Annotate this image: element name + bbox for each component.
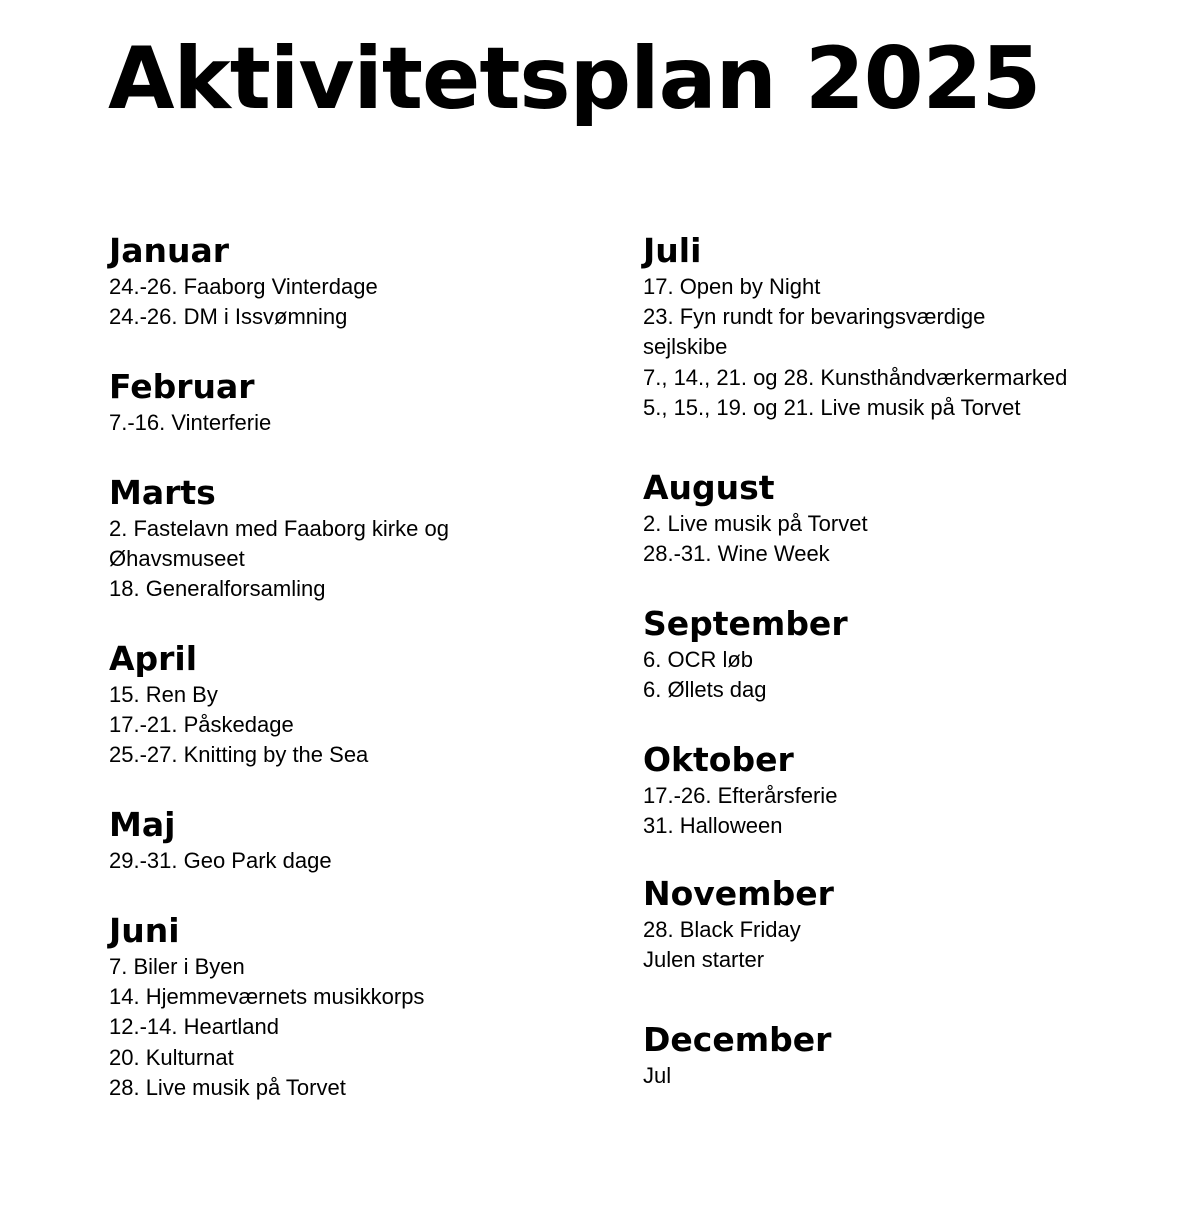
event-item: 7. Biler i Byen	[109, 954, 245, 979]
event-item: 6. Øllets dag	[643, 677, 767, 703]
event-list	[643, 509, 1183, 569]
month-heading: Oktober	[643, 740, 794, 779]
month-heading: Marts	[109, 473, 216, 512]
event-item: Jul	[643, 1063, 672, 1088]
event-item: 28.-31. Wine Week	[643, 541, 830, 567]
month-juni	[109, 910, 589, 1103]
event-list	[109, 272, 589, 332]
month-april	[109, 638, 589, 771]
event-item: 17. Open by Night	[643, 274, 821, 299]
event-item: 18. Generalforsamling	[109, 576, 326, 602]
event-item: 15. Ren By	[109, 682, 218, 707]
event-list	[109, 408, 589, 438]
month-oktober	[643, 739, 1183, 841]
event-item: 7., 14., 21. og 28. Kunsthåndværkermarked	[643, 364, 1068, 390]
event-item: 24.-26. Faaborg Vinterdage	[109, 274, 378, 299]
event-item: 2. Fastelavn med Faaborg kirke og Øhavsmuseet	[109, 516, 449, 572]
event-list	[109, 952, 589, 1103]
month-heading: Juni	[109, 911, 180, 950]
event-item: 29.-31. Geo Park dage	[109, 848, 332, 873]
month-januar	[109, 230, 589, 332]
event-item: 20. Kulturnat	[109, 1044, 234, 1070]
event-item: 17.-21. Påskedage	[109, 712, 294, 738]
month-september	[643, 603, 1183, 705]
event-item: 28. Black Friday	[643, 917, 801, 942]
event-item: 2. Live musik på Torvet	[643, 511, 868, 536]
event-item: 24.-26. DM i Issvømning	[109, 304, 348, 330]
page-title: Aktivitetsplan 2025	[108, 29, 1041, 129]
event-item: 5., 15., 19. og 21. Live musik på Torvet	[643, 394, 1021, 420]
month-heading: August	[643, 468, 775, 507]
event-list	[109, 680, 589, 771]
event-list	[109, 514, 589, 605]
month-marts	[109, 472, 589, 605]
event-item: 17.-26. Efterårsferie	[643, 783, 838, 808]
month-heading: Januar	[109, 231, 230, 270]
event-list	[643, 1061, 1183, 1091]
month-februar	[109, 366, 589, 438]
event-item: 6. OCR løb	[643, 647, 754, 672]
event-list	[109, 846, 589, 876]
month-november	[643, 873, 1183, 975]
event-item: 14. Hjemmeværnets musikkorps	[109, 984, 425, 1010]
event-item: 28. Live musik på Torvet	[109, 1074, 346, 1100]
month-maj	[109, 804, 589, 876]
month-heading: November	[643, 874, 834, 913]
event-list	[643, 781, 1183, 841]
month-heading: December	[643, 1020, 832, 1059]
event-item: 25.-27. Knitting by the Sea	[109, 742, 369, 768]
month-juli	[643, 230, 1183, 423]
event-item: 31. Halloween	[643, 813, 783, 839]
event-list	[643, 915, 1183, 975]
month-december	[643, 1019, 1183, 1091]
event-item: 12.-14. Heartland	[109, 1014, 279, 1040]
event-list	[643, 645, 1183, 705]
event-item: 23. Fyn rundt for bevaringsværdige sejlskibe	[643, 304, 986, 360]
event-item: Julen starter	[643, 947, 765, 973]
month-heading: April	[109, 639, 198, 678]
month-heading: September	[643, 604, 848, 643]
event-item: 7.-16. Vinterferie	[109, 410, 272, 435]
month-heading: Juli	[643, 231, 702, 270]
month-heading: Maj	[109, 805, 176, 844]
event-list	[643, 272, 1183, 423]
month-august	[643, 467, 1183, 569]
month-heading: Februar	[109, 367, 255, 406]
